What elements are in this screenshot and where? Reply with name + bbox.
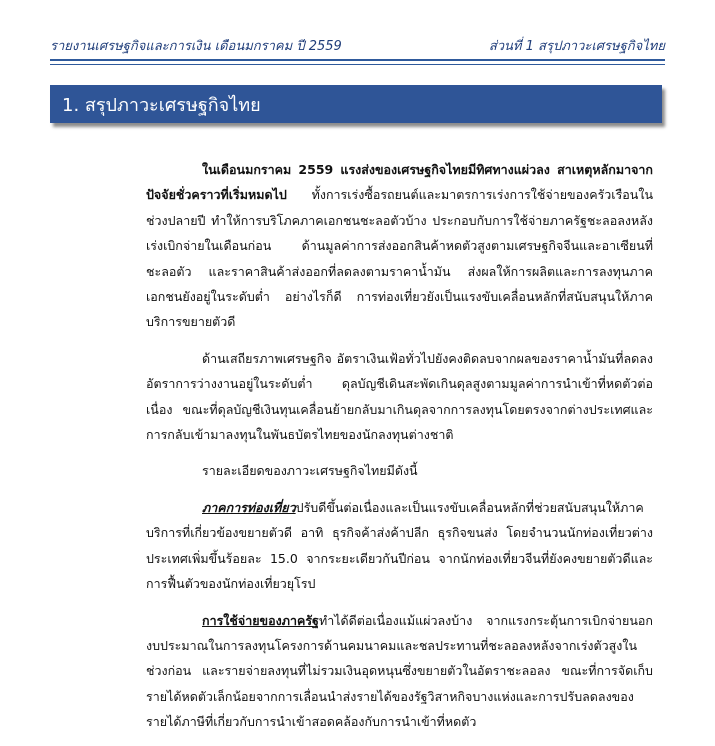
header-section-label: ส่วนที่ 1 สรุปภาวะเศรษฐกิจไทย <box>488 38 665 54</box>
government-spending-heading: การใช้จ่ายของภาครัฐ <box>202 612 319 628</box>
header-rule <box>50 59 665 65</box>
running-header <box>50 34 665 56</box>
paragraph-tourism <box>146 495 653 597</box>
paragraph-details-intro: รายละเอียดของภาวะเศรษฐกิจไทยมีดังนี้ <box>202 463 418 479</box>
government-spending-text: ทำได้ดีต่อเนื่องแม้แผ่วลงบ้าง จากแรงกระตุ้นการเบิกจ่ายนอกงบประมาณในการลงทุนโครงการด้านคมนาคมและชลประทานที่ชะลอลงหลังจากเร่งตัวสูงในช่วงก่อน และรายจ่ายลงทุนที่ไม่รวมเงินอุดหนุนซึ่งขยายตัวในอัตราชะลอลง ขณะที่การจัดเก็บรายได้หดตัวเล็กน้อยจากการเลื่อนนำส่งรายได้ของรัฐวิสาหกิจบางแห่งและการปรับลดลงของรายได้ภาษีที่เกี่ยวกับการนำเข้าสอดคล้องกับการนำเข้าที่หดตัว <box>146 612 653 730</box>
paragraph-government-spending <box>146 608 653 735</box>
overview-text: ทั้งการเร่งซื้อรถยนต์และมาตรการเร่งการใช้จ่ายของครัวเรือนในช่วงปลายปี ทำให้การบริโภคภาคเอกชนชะลอตัวบ้าง ประกอบกับการใช้จ่ายภาครัฐชะลอลงหลังเร่งเบิกจ่ายในเดือนก่อน ด้านมูลค่าการส่งออกสินค้าหดตัวสูงตามเศรษฐกิจจีนและอาเซียนที่ชะลอตัว และราคาสินค้าส่งออกที่ลดลงตามราคาน้ำมัน ส่งผลให้การผลิตและการลงทุนภาคเอกชนยังอยู่ในระดับต่ำ อย่างไรก็ดี การท่องเที่ยวยังเป็นแรงขับเคลื่อนหลักที่สนับสนุนให้ภาคบริการขยายตัวดี <box>146 187 653 330</box>
header-report-title: รายงานเศรษฐกิจและการเงิน เดือนมกราคม ปี 2559 <box>50 38 342 54</box>
section-title-banner <box>50 85 662 123</box>
tourism-heading: ภาคการท่องเที่ยว <box>202 499 296 515</box>
body-text <box>146 157 653 746</box>
overview-lead: ในเดือนมกราคม 2559 แรงส่งของเศรษฐกิจไทยมีทิศทางแผ่วลง สาเหตุหลักมาจากปัจจัยชั่วคราวที่เริ่มหมดไป <box>146 162 653 203</box>
paragraph-overview <box>146 157 653 335</box>
tourism-text: ปรับดีขึ้นต่อเนื่องและเป็นแรงขับเคลื่อนหลักที่ช่วยสนับสนุนให้ภาคบริการที่เกี่ยวข้องขยายตัวดี อาทิ ธุรกิจค้าส่งค้าปลีก ธุรกิจขนส่ง โดยจำนวนนักท่องเที่ยวต่างประเทศเพิ่มขึ้นร้อยละ 15.0 จากระยะเดียวกันปีก่อน จากนักท่องเที่ยวจีนที่ยังคงขยายตัวดีและการฟื้นตัวของนักท่องเที่ยวยุโรป <box>146 499 653 592</box>
section-title: 1. สรุปภาวะเศรษฐกิจไทย <box>62 94 261 116</box>
paragraph-stability: ด้านเสถียรภาพเศรษฐกิจ อัตราเงินเฟ้อทั่วไปยังคงติดลบจากผลของราคาน้ำมันที่ลดลง อัตราการว่างงานอยู่ในระดับต่ำ ดุลบัญชีเดินสะพัดเกินดุลสูงตามมูลค่าการนำเข้าที่หดตัวต่อเนื่อง ขณะที่ดุลบัญชีเงินทุนเคลื่อนย้ายกลับมาเกินดุลจากการลงทุนโดยตรงจากต่างประเทศและการกลับเข้ามาลงทุนในพันธบัตรไทยของนักลงทุนต่างชาติ <box>146 350 653 443</box>
